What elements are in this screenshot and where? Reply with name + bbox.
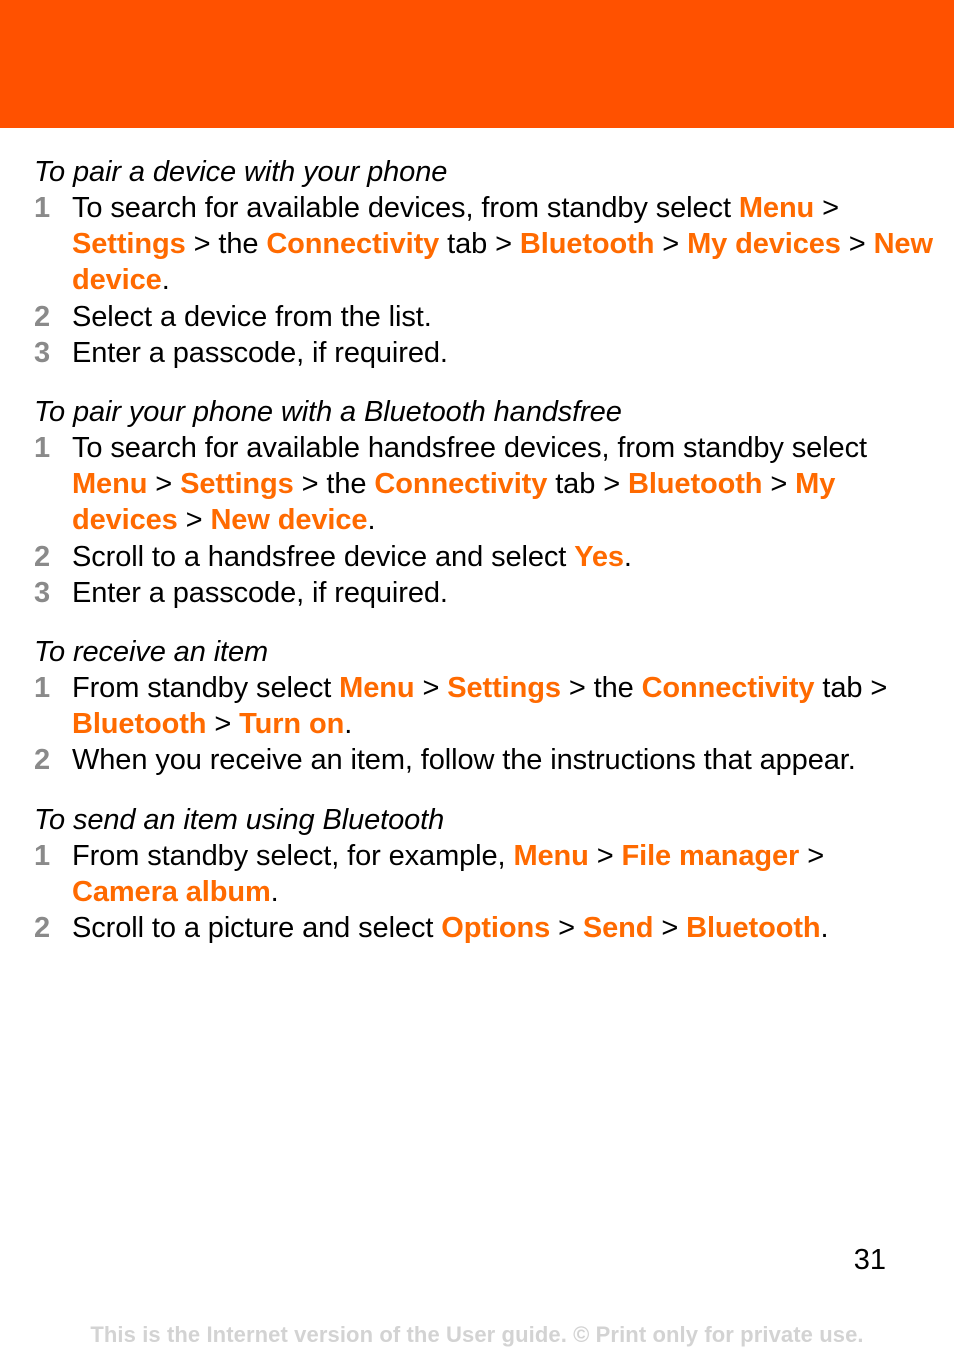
step-number: 1 <box>34 672 51 705</box>
instruction-step <box>34 539 934 575</box>
step-text <box>72 301 432 333</box>
step-text-segment: Scroll to a handsfree device and select <box>72 540 575 573</box>
step-text <box>72 744 856 776</box>
menu-path-item: Connectivity <box>641 672 815 705</box>
page-number: 31 <box>853 1244 886 1276</box>
step-text <box>72 337 448 369</box>
menu-path-item: Send <box>582 912 654 945</box>
step-number: 3 <box>34 576 51 609</box>
step-text-segment: From standby select <box>72 672 340 705</box>
instruction-step <box>34 575 934 611</box>
instruction-step <box>34 430 934 539</box>
step-text <box>72 577 448 609</box>
step-text-segment: > <box>762 468 796 501</box>
step-text-segment: Enter a passcode, if required. <box>72 576 448 609</box>
instruction-section <box>34 634 934 779</box>
menu-path-item: Settings <box>447 672 561 705</box>
instruction-section <box>34 802 934 947</box>
step-text <box>72 840 824 908</box>
step-text-segment: tab > <box>814 672 888 705</box>
step-text <box>72 541 632 573</box>
step-text-segment: . <box>161 264 170 297</box>
step-text-segment: . <box>270 875 279 908</box>
step-number: 1 <box>34 432 51 465</box>
step-number: 2 <box>34 744 51 777</box>
menu-path-item: Menu <box>72 468 148 501</box>
step-text-segment: To search for available handsfree devices, from standby select <box>72 432 867 465</box>
step-text-segment: From standby select, for example, <box>72 839 514 872</box>
menu-path-item: Options <box>441 912 551 945</box>
menu-path-item: Bluetooth <box>628 468 763 501</box>
step-text-segment: > <box>588 839 622 872</box>
step-text-segment: > <box>414 672 448 705</box>
step-text-segment: > the <box>560 672 642 705</box>
step-text-segment: Scroll to a picture and select <box>72 912 442 945</box>
step-text-segment: tab > <box>439 228 520 261</box>
step-text-segment: Select a device from the list. <box>72 300 432 333</box>
menu-path-item: File manager <box>621 839 800 872</box>
instruction-step <box>34 335 934 371</box>
step-text <box>72 672 887 740</box>
menu-path-item: New device <box>72 228 933 297</box>
step-text <box>72 192 933 296</box>
step-number: 1 <box>34 839 51 872</box>
step-text <box>72 432 867 536</box>
section-title: To pair a device with your phone <box>34 156 448 188</box>
step-text-segment: > <box>840 228 874 261</box>
step-text-segment: Enter a passcode, if required. <box>72 336 448 369</box>
header-bar <box>0 0 954 128</box>
menu-path-item: New device <box>210 504 368 537</box>
instruction-step <box>34 742 934 778</box>
step-number: 2 <box>34 540 51 573</box>
instruction-section <box>34 154 934 371</box>
menu-path-item: Menu <box>339 672 415 705</box>
step-text-segment: > <box>177 504 211 537</box>
step-text-segment: > the <box>185 228 267 261</box>
step-text-segment: > <box>799 839 825 872</box>
menu-path-item: Menu <box>513 839 589 872</box>
document-body <box>34 154 934 969</box>
step-text-segment: > <box>814 192 839 224</box>
step-number: 2 <box>34 912 51 945</box>
step-text-segment: When you receive an item, follow the instructions that appear. <box>72 744 856 777</box>
menu-path-item: My devices <box>687 228 841 261</box>
step-number: 3 <box>34 336 51 369</box>
step-text-segment: . <box>367 504 376 537</box>
step-text-segment: tab > <box>547 468 628 501</box>
step-number: 1 <box>34 192 51 224</box>
step-text-segment: To search for available devices, from standby select <box>72 192 739 224</box>
menu-path-item: Settings <box>180 468 294 501</box>
menu-path-item: Bluetooth <box>519 228 655 261</box>
step-text-segment: > <box>206 708 240 741</box>
menu-path-item: Yes <box>574 540 624 573</box>
menu-path-item: Settings <box>72 228 186 261</box>
step-number: 2 <box>34 300 51 333</box>
step-text-segment: > <box>147 468 181 501</box>
footer-notice: This is the Internet version of the User guide. © Print only for private use. <box>90 1322 864 1347</box>
section-title: To receive an item <box>34 636 269 669</box>
instruction-step <box>34 670 934 742</box>
menu-path-item: Bluetooth <box>72 708 207 741</box>
section-title: To send an item using Bluetooth <box>34 803 445 836</box>
instruction-step <box>34 190 934 299</box>
menu-path-item: Connectivity <box>374 468 548 501</box>
menu-path-item: Connectivity <box>266 228 440 261</box>
step-text-segment: . <box>623 540 632 573</box>
menu-path-item: My devices <box>72 468 836 537</box>
step-text-segment: . <box>820 912 829 945</box>
step-text-segment: . <box>344 708 353 741</box>
section-title: To pair your phone with a Bluetooth handsfree <box>34 396 622 429</box>
instruction-step <box>34 838 934 910</box>
step-text-segment: > <box>653 912 687 945</box>
step-text <box>72 912 828 944</box>
instruction-step <box>34 299 934 335</box>
menu-path-item: Bluetooth <box>686 912 821 945</box>
step-text-segment: > the <box>293 468 375 501</box>
step-text-segment: > <box>550 912 583 945</box>
menu-path-item: Camera album <box>72 875 271 908</box>
instruction-section <box>34 394 934 611</box>
menu-path-item: Turn on <box>239 708 345 741</box>
instruction-step <box>34 910 934 946</box>
step-text-segment: > <box>654 228 688 261</box>
menu-path-item: Menu <box>738 192 815 224</box>
